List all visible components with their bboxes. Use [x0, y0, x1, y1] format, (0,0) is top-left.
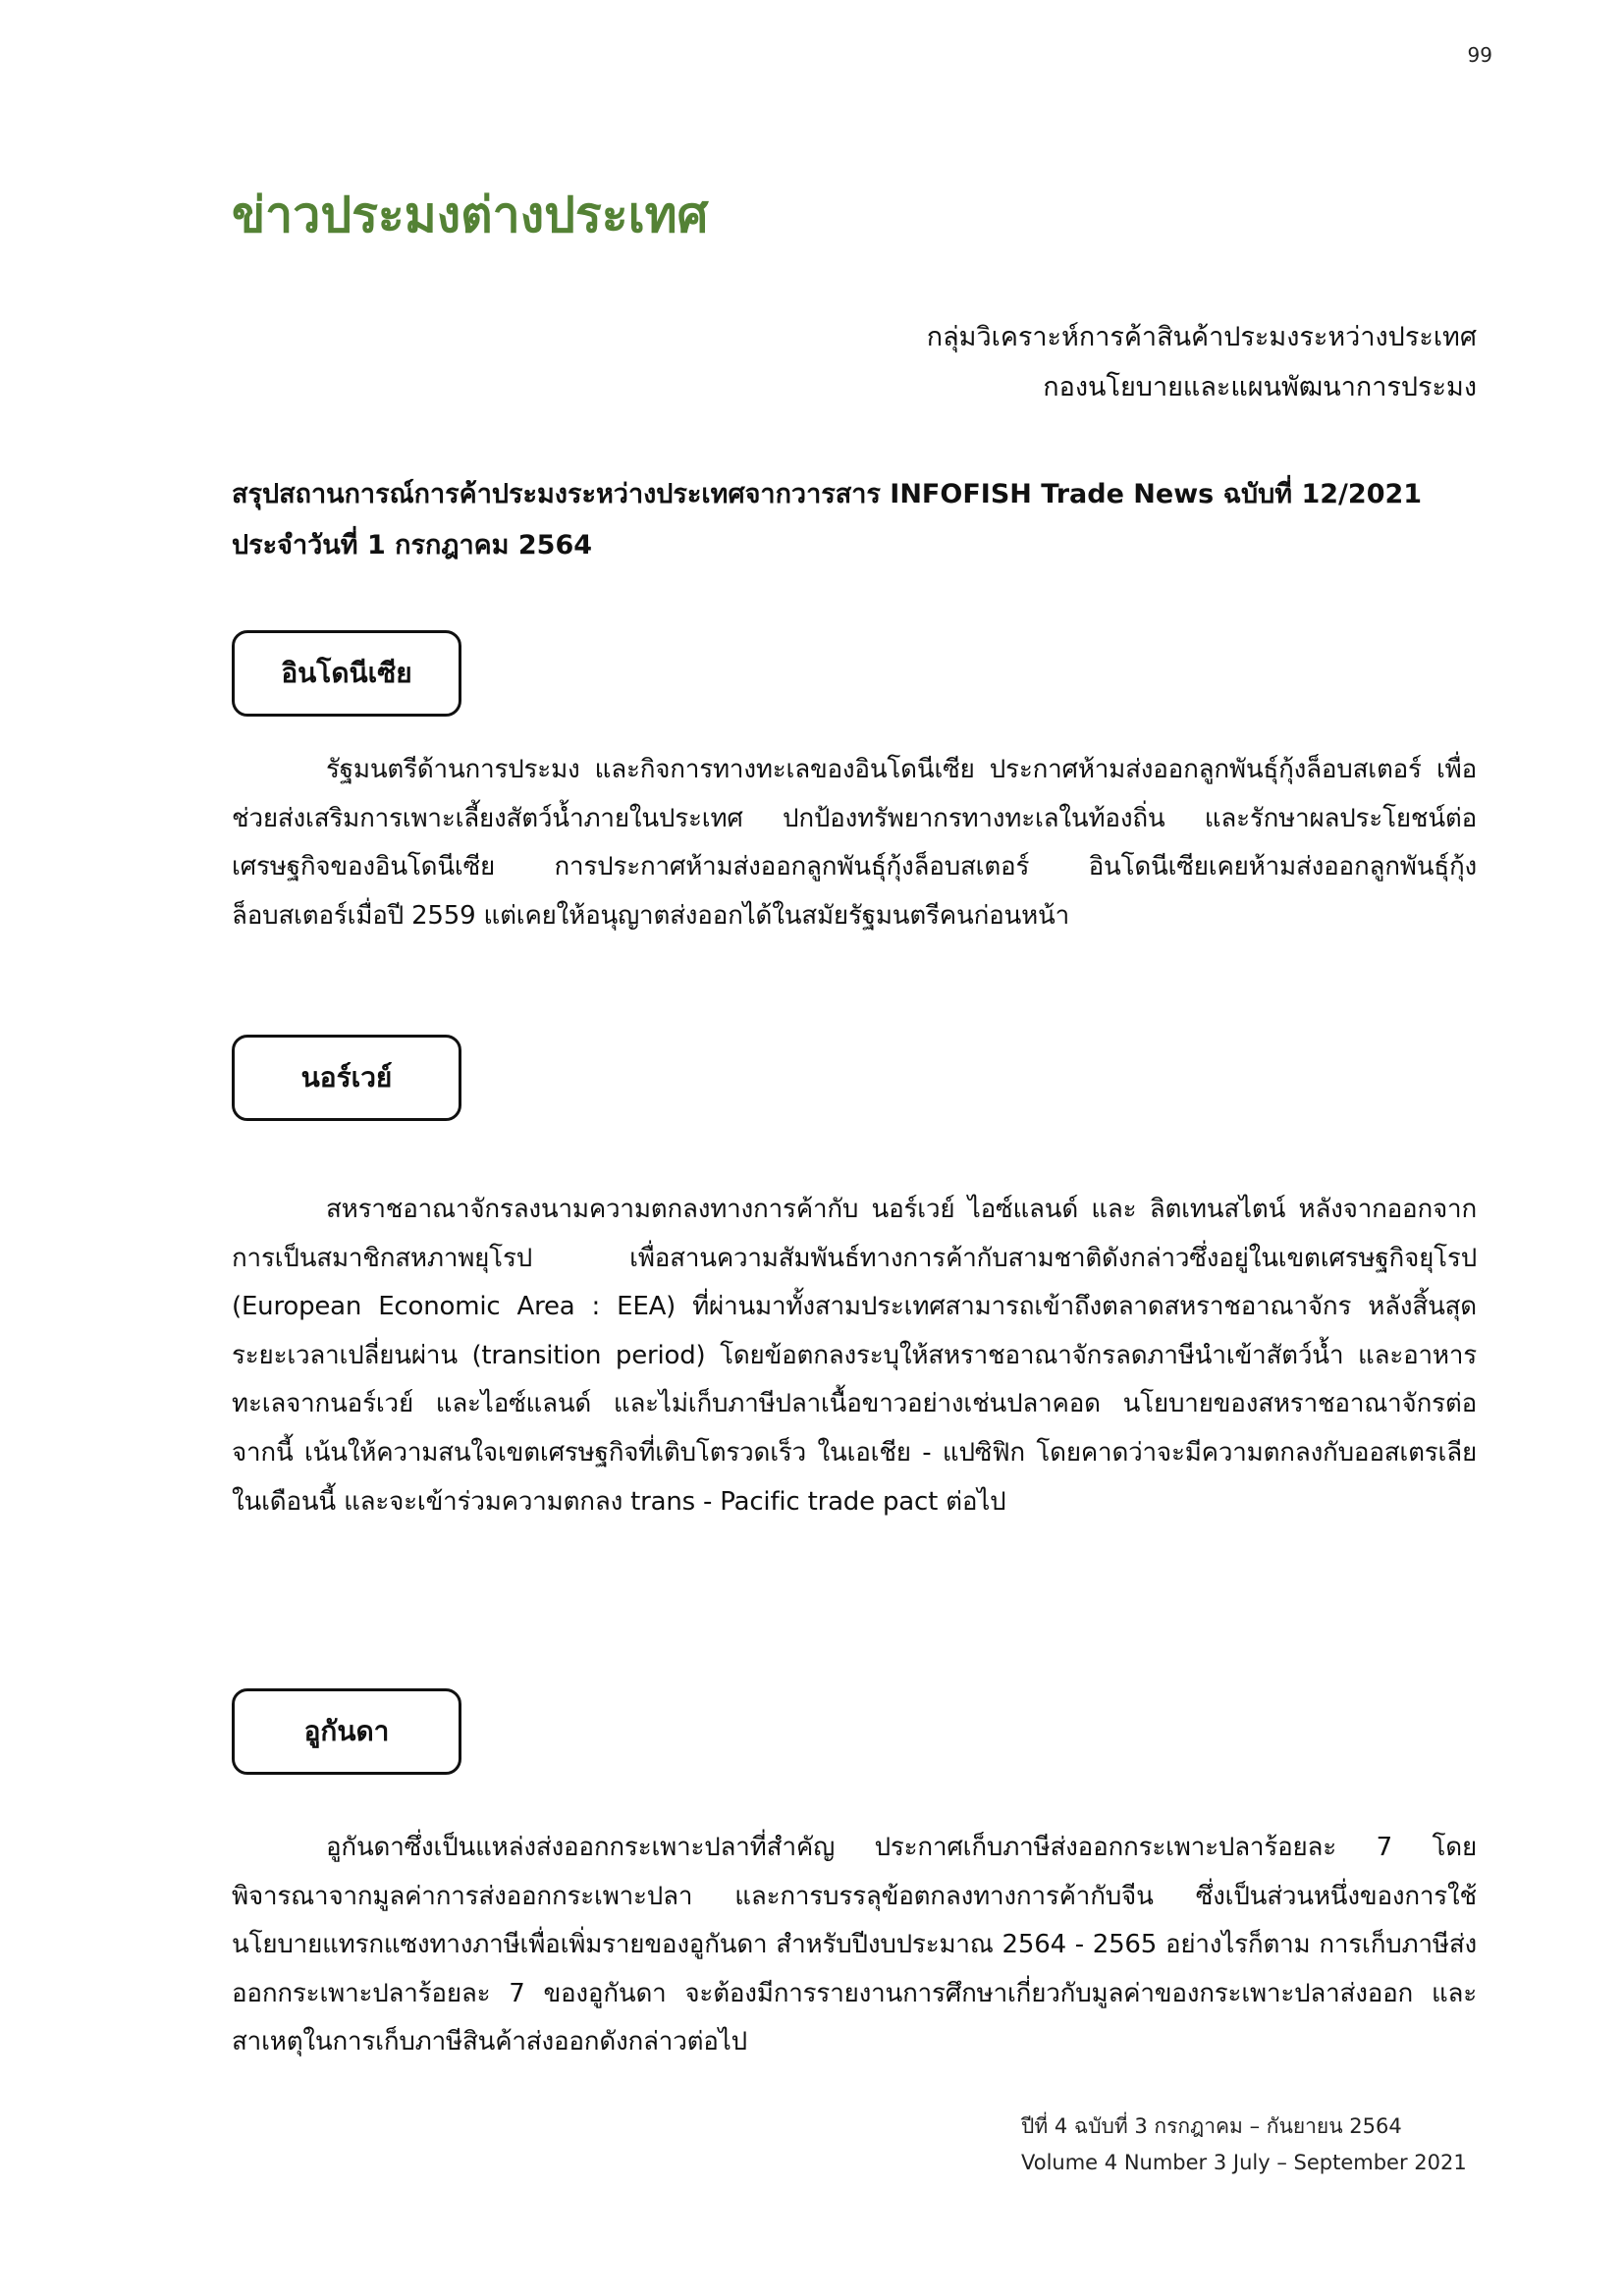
footer-issue-thai: ปีที่ 4 ฉบับที่ 3 กรกฎาคม – กันยายน 2564 [1021, 2114, 1402, 2138]
page-number: 99 [1467, 43, 1492, 67]
paragraph-uganda: อูกันดาซึ่งเป็นแหล่งส่งออกกระเพาะปลาที่สำคัญ ประกาศเก็บภาษีส่งออกกระเพาะปลาร้อยละ 7 โดยพิจารณาจากมูลค่าการส่งออกกระเพาะปลา และการบรรลุข้อตกลงทางการค้ากับจีน ซึ่งเป็นส่วนหนึ่งของการใช้นโยบายแทรกแซงทางภาษีเพื่อเพิ่มรายของอูกันดา สำหรับปีงบประมาณ 2564 - 2565 อย่างไรก็ตาม การเก็บภาษีส่งออกกระเพาะปลาร้อยละ 7 ของอูกันดา จะต้องมีการรายงานการศึกษาเกี่ยวกับมูลค่าของกระเพาะปลาส่งออก และสาเหตุในการเก็บภาษีสินค้าส่งออกดังกล่าวต่อไป [232, 1833, 1477, 2057]
report-title-line: สรุปสถานการณ์การค้าประมงระหว่างประเทศจากวารสาร INFOFISH Trade News ฉบับที่ 12/2021 [232, 479, 1423, 509]
country-label: อินโดนีเซีย [281, 657, 412, 689]
report-date-line: ประจำวันที่ 1 กรกฎาคม 2564 [232, 530, 593, 561]
country-box-uganda [232, 1688, 461, 1775]
footer-issue-english: Volume 4 Number 3 July – September 2021 [1021, 2151, 1467, 2174]
author-block [927, 312, 1477, 412]
author-division: กองนโยบายและแผนพัฒนาการประมง [1043, 372, 1477, 402]
author-group: กลุ่มวิเคราะห์การค้าสินค้าประมงระหว่างประเทศ [926, 322, 1477, 352]
footer [1021, 2109, 1467, 2181]
section-heading: ข่าวประมงต่างประเทศ [232, 187, 709, 243]
report-title [232, 469, 1477, 571]
country-label: อูกันดา [303, 1715, 390, 1747]
country-box-indonesia [232, 630, 461, 717]
country-label: นอร์เวย์ [300, 1061, 393, 1094]
paragraph-norway: สหราชอาณาจักรลงนามความตกลงทางการค้ากับ นอร์เวย์ ไอซ์แลนด์ และ ลิตเทนสไตน์ หลังจากออกจากการเป็นสมาชิกสหภาพยุโรป เพื่อสานความสัมพันธ์ทางการค้ากับสามชาติดังกล่าวซึ่งอยู่ในเขตเศรษฐกิจยุโรป (European Economic Area : EEA) ที่ผ่านมาทั้งสามประเทศสามารถเข้าถึงตลาดสหราชอาณาจักร หลังสิ้นสุดระยะเวลาเปลี่ยนผ่าน (transition period) โดยข้อตกลงระบุให้สหราชอาณาจักรลดภาษีนำเข้าสัตว์น้ำ และอาหารทะเลจากนอร์เวย์ และไอซ์แลนด์ และไม่เก็บภาษีปลาเนื้อขาวอย่างเช่นปลาคอด นโยบายของสหราชอาณาจักรต่อจากนี้ เน้นให้ความสนใจเขตเศรษฐกิจที่เติบโตรวดเร็ว ในเอเชีย - แปซิฟิก โดยคาดว่าจะมีความตกลงกับออสเตรเลียในเดือนนี้ และจะเข้าร่วมความตกลง trans - Pacific trade pact ต่อไป [232, 1195, 1477, 1517]
country-box-norway [232, 1035, 461, 1121]
paragraph-indonesia: รัฐมนตรีด้านการประมง และกิจการทางทะเลของอินโดนีเซีย ประกาศห้ามส่งออกลูกพันธุ์กุ้งล็อบสเตอร์ เพื่อช่วยส่งเสริมการเพาะเลี้ยงสัตว์น้ำภายในประเทศ ปกป้องทรัพยากรทางทะเลในท้องถิ่น และรักษาผลประโยชน์ต่อเศรษฐกิจของอินโดนีเซีย การประกาศห้ามส่งออกลูกพันธุ์กุ้งล็อบสเตอร์ อินโดนีเซียเคยห้ามส่งออกลูกพันธุ์กุ้งล็อบสเตอร์เมื่อปี 2559 แต่เคยให้อนุญาตส่งออกได้ในสมัยรัฐมนตรีคนก่อนหน้า [232, 755, 1477, 931]
